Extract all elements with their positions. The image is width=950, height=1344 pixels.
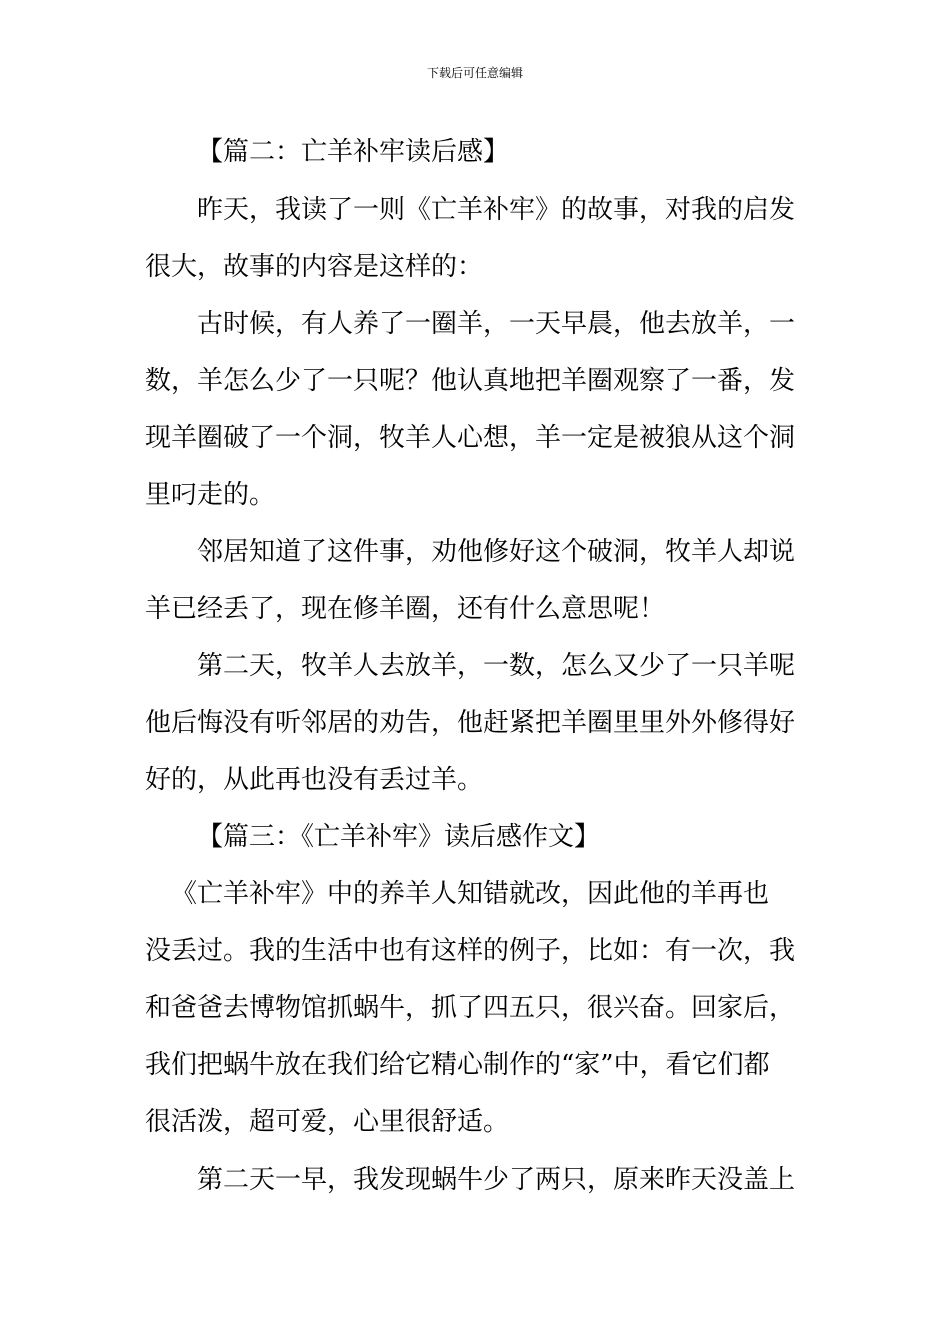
heading-part-2: 【篇二：亡羊补牢读后感】 [197,137,510,167]
paragraph-line: 第二天，牧羊人去放羊，一数，怎么又少了一只羊呢 [197,651,796,681]
paragraph-line: 邻居知道了这件事，劝他修好这个破洞，牧羊人却说 [197,537,796,567]
paragraph-line: 很活泼，超可爱，心里很舒适。 [145,1107,510,1137]
paragraph-line: 古时候，有人养了一圈羊，一天早晨，他去放羊，一 [197,309,796,339]
paragraph-line: 数，羊怎么少了一只呢？他认真地把羊圈观察了一番，发 [145,366,796,396]
paragraph-line: 和爸爸去博物馆抓蜗牛，抓了四五只，很兴奋。回家后， [145,993,796,1023]
paragraph-line: 没丢过。我的生活中也有这样的例子，比如：有一次，我 [145,936,796,966]
paragraph-line: 好的，从此再也没有丢过羊。 [145,765,484,795]
page-header: 下载后可任意编辑 [426,66,523,80]
paragraph-line: 羊已经丢了，现在修羊圈，还有什么意思呢！ [145,594,666,624]
paragraph-line: 现羊圈破了一个洞，牧羊人心想，羊一定是被狼从这个洞 [145,423,796,453]
paragraph-line: 里叼走的。 [145,480,276,510]
paragraph-line: 很大，故事的内容是这样的： [145,252,484,282]
heading-part-3: 【篇三：《亡羊补牢》读后感作文】 [197,822,601,852]
paragraph-line: 《亡羊补牢》中的养羊人知错就改，因此他的羊再也 [171,879,770,909]
paragraph-line: 我们把蜗牛放在我们给它精心制作的“家”中，看它们都 [145,1050,770,1080]
paragraph-line: 昨天，我读了一则《亡羊补牢》的故事，对我的启发 [197,195,796,225]
paragraph-line: 第二天一早，我发现蜗牛少了两只，原来昨天没盖上 [197,1165,796,1195]
paragraph-line: 他后悔没有听邻居的劝告，他赶紧把羊圈里里外外修得好 [145,708,796,738]
